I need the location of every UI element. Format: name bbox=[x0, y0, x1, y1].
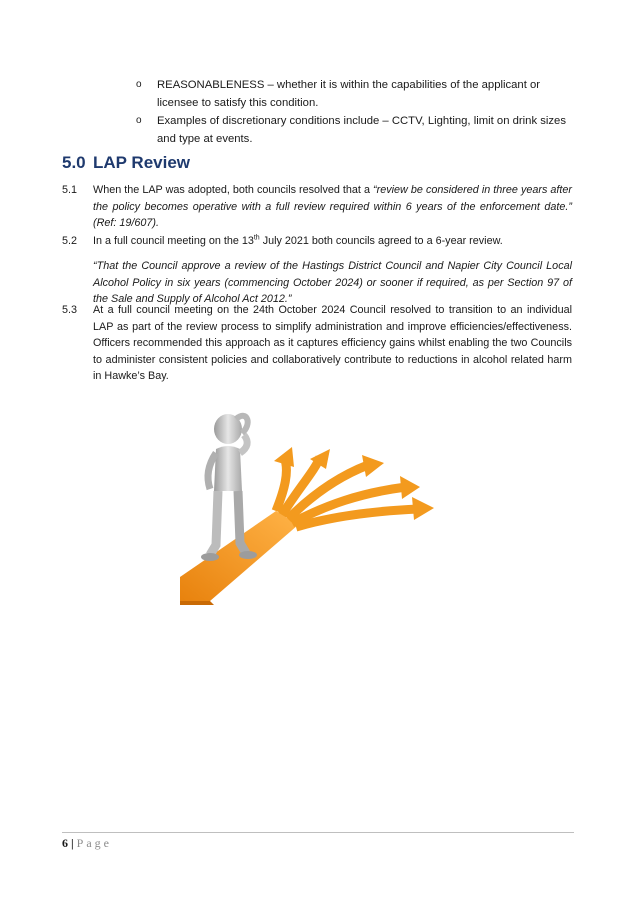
crossroads-illustration bbox=[180, 405, 440, 605]
section-number: 5.0 bbox=[62, 153, 86, 172]
resolution-quote: “That the Council approve a review of the Hastings District Council and Napier City Council Local Alcohol Policy in six years (commencing October 2024) or sooner if required, as per Section 97 of the Sale and Supply of Alcohol Act 2012.” bbox=[93, 260, 572, 305]
paragraph-5-2 bbox=[62, 233, 572, 250]
bullet-text: REASONABLENESS – whether it is within the capabilities of the applicant or licensee to satisfy this condition. bbox=[157, 79, 541, 109]
footer-separator: | bbox=[71, 836, 74, 850]
paragraph-after: July 2021 both councils agreed to a 6-year review. bbox=[259, 235, 503, 247]
paragraph-number: 5.2 bbox=[62, 235, 78, 247]
paragraph-5-3 bbox=[62, 302, 572, 385]
paragraph-lead: When the LAP was adopted, both councils resolved that a bbox=[93, 184, 374, 196]
ordinal-suffix: th bbox=[253, 234, 260, 242]
paragraph-text: At a full council meeting on the 24th October 2024 Council resolved to transition to an individual LAP as part of the review process to simplify administration and improve efficiencies/effectiveness. Officers recommended this approach as it captures efficiency gains whilst enabling the two Councils to administer consistent policies and collaboratively contribute to reductions in alcohol related harm in Hawke’s Bay. bbox=[93, 304, 572, 382]
footer-divider bbox=[62, 832, 574, 833]
bullet-circle-icon: o bbox=[136, 79, 142, 90]
paragraph-quote: “review be considered in three years after the policy becomes operative with a full review required within 6 years of the enforcement date.” (Ref: 19/607). bbox=[93, 184, 573, 229]
page-label: Page bbox=[76, 836, 112, 850]
bullet-item bbox=[136, 76, 576, 112]
person-at-crossroads-icon bbox=[180, 405, 440, 605]
paragraph-number: 5.1 bbox=[62, 184, 78, 196]
bullet-item bbox=[136, 112, 576, 148]
paragraph-before: In a full council meeting on the 13 bbox=[93, 235, 254, 247]
paragraph-text bbox=[93, 233, 572, 250]
section-title: LAP Review bbox=[93, 153, 191, 172]
paragraph-number: 5.3 bbox=[62, 304, 78, 316]
section-heading bbox=[62, 153, 190, 173]
page-footer bbox=[62, 836, 112, 851]
paragraph-text bbox=[93, 182, 572, 232]
paragraph-5-1 bbox=[62, 182, 572, 232]
page-number: 6 bbox=[62, 836, 68, 850]
bullet-circle-icon: o bbox=[136, 115, 142, 126]
bullet-text: Examples of discretionary conditions include – CCTV, Lighting, limit on drink sizes and type at events. bbox=[157, 115, 566, 145]
